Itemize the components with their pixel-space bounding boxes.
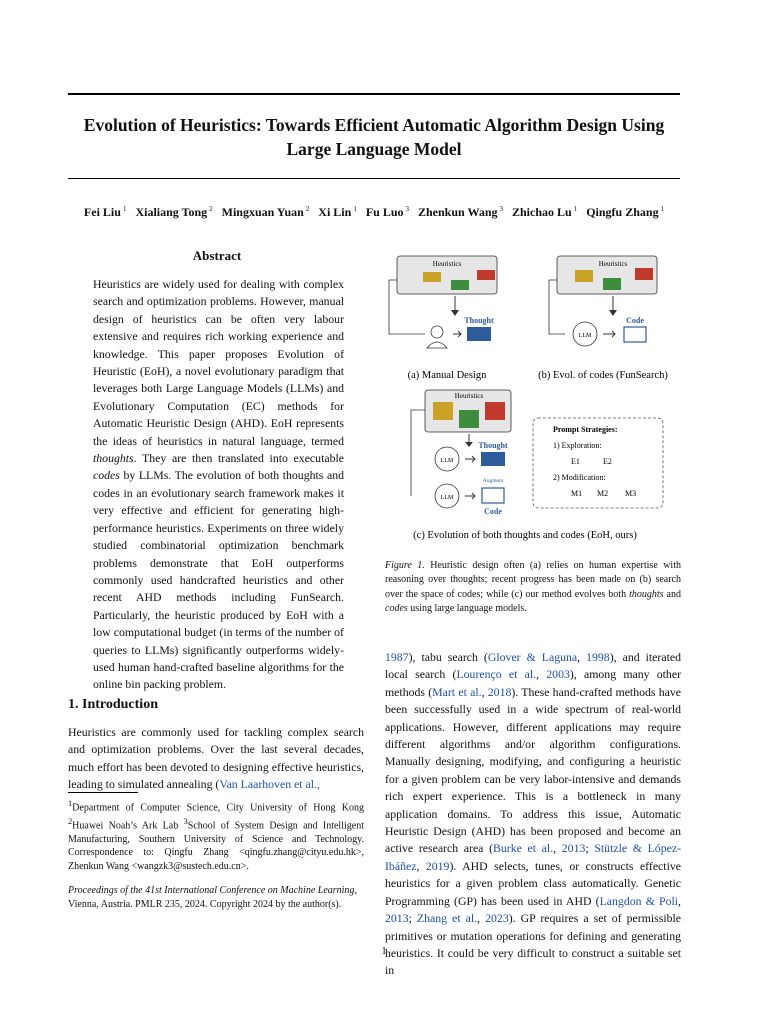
bottom-rule — [68, 178, 680, 179]
author: Xi Lin $^1$ — [318, 205, 357, 219]
figure-1-diagram — [385, 250, 685, 550]
strategy-m2: M2 — [597, 489, 609, 498]
code-label: Code — [626, 316, 644, 325]
code-icon — [624, 327, 646, 342]
llm-label: LLM — [440, 495, 454, 501]
code-label: Code — [484, 507, 502, 516]
thought-label: Thought — [464, 316, 494, 325]
modification-label: 2) Modification: — [553, 473, 606, 482]
citation-link[interactable]: Stützle & López-Ibáñez — [385, 841, 681, 873]
affiliation-footnote: $^1$Department of Computer Science, City University of Hong Kong $^2$Huawei Noah’s Ark Lab $^3$School of System Design and Intelligent Manufacturing, Southern University of Science and Technology. Correspondence to: Qingfu Zhang <qingfu.zhang@cityu.edu.hk>, Zhenkun Wang <wangzk3@sustech.edu.cn>. — [68, 799, 364, 873]
citation-link[interactable]: 2013 — [561, 841, 586, 856]
author: Qingfu Zhang $^1$ — [586, 205, 665, 219]
exploration-label: 1) Exploration: — [553, 441, 602, 450]
strategy-e2: E2 — [603, 457, 612, 466]
thought-label: Thought — [478, 441, 508, 450]
citation-link[interactable]: 1987 — [385, 650, 409, 664]
figure-1 — [385, 250, 685, 550]
footnote-rule — [68, 792, 138, 793]
title-line-1: Evolution of Heuristics: Towards Efficient Automatic Algorithm Design Using — [83, 115, 665, 135]
heuristics-label: Heuristics — [598, 260, 628, 268]
llm-label: LLM — [440, 458, 454, 464]
right-column-paragraph: 1987), tabu search (Glover & Laguna, 1998), and iterated local search (Lourenço et al., 2003), among many other methods (Mart et al., 2018). These hand-crafted methods have been successfully used in a wide spectrum of real-world applications. However, different applications may require different algorithms and/or algorithm configurations. Manually designing, modifying, and configuring a heuristic for a given problem can be very labor-intensive and demands rich expert experience. This is a bottleneck in many application domains. To address this issue, Automatic Heuristic Design (AHD) has been proposed and become an active research area (Burke et al., 2013; Stützle & López-Ibáñez, 2019). AHD selects, tunes, or constructs effective heuristics for a given problem class automatically. Genetic Programming (GP) has been used in AHD (Langdon & Poli, 2013; Zhang et al., 2023). GP requires a set of permissible primitives or mutation operations for defining and generating heuristics. It could be very difficult to construct a suitable set in — [385, 650, 682, 978]
llm-label: LLM — [578, 333, 592, 339]
author: Fu Luo $^3$ — [365, 205, 409, 219]
page-number: 1 — [381, 945, 387, 957]
heuristics-label: Heuristics — [454, 392, 484, 400]
panel-c — [411, 390, 663, 541]
citation-link[interactable]: Zhang et al. — [416, 911, 478, 926]
augment-label: Augment — [482, 478, 504, 484]
heuristics-label: Heuristics — [432, 260, 462, 268]
strategy-e1: E1 — [571, 457, 580, 466]
citation-link[interactable]: 2018 — [487, 684, 512, 699]
panel-a — [389, 256, 497, 381]
figure-caption: Figure 1. Heuristic design often (a) relies on human expertise with reasoning over thoughts; recent progress has been made on (b) search over the space of codes; while (c) our method evolves both thoughts and codes using large language models. — [385, 560, 681, 615]
paper-title — [68, 113, 680, 161]
section-heading-introduction: 1. Introduction — [68, 697, 158, 712]
panel-b — [538, 256, 668, 381]
citation-link[interactable]: 1998 — [586, 650, 610, 664]
proceedings-note: Proceedings of the 41st International Conference on Machine Learning, Vienna, Austria. PMLR 235, 2024. Copyright 2024 by the author(s). — [68, 885, 357, 910]
strategy-m3: M3 — [625, 489, 637, 498]
caption-a: (a) Manual Design — [407, 370, 487, 381]
citation-link[interactable]: Van Laarhoven et al., — [219, 777, 320, 792]
citation-link[interactable]: 2003 — [546, 667, 570, 682]
author: Zhenkun Wang $^3$ — [418, 205, 503, 219]
citation-link[interactable]: Burke et al. — [493, 841, 554, 856]
introduction-paragraph: Heuristics are commonly used for tackling complex search and optimization problems. Over the last several decades, much effort has been devoted to designing effective heuristics, leading to simulated annealing (Van Laarhoven et al., — [68, 725, 364, 792]
citation-link[interactable]: Langdon & Poli — [599, 893, 679, 908]
author-list — [68, 205, 680, 220]
code-icon — [482, 488, 504, 503]
citation-link[interactable]: 2019 — [425, 858, 450, 873]
prompt-strategies-title: Prompt Strategies: — [553, 425, 618, 434]
citation-link[interactable]: 2023 — [485, 911, 509, 926]
abstract-heading: Abstract — [192, 248, 242, 263]
citation-link[interactable]: Lourenço et al. — [456, 667, 537, 682]
human-icon — [431, 326, 443, 338]
top-rule — [68, 93, 680, 95]
author: Fei Liu $^1$ — [83, 205, 127, 219]
title-line-2: Large Language Model — [286, 139, 462, 159]
author: Xialiang Tong $^2$ — [135, 205, 213, 219]
abstract-body: Heuristics are widely used for dealing with complex search and optimization problems. However, manual design of heuristics can be often very labour extensive and requires rich working experience and knowledge. This paper proposes Evolution of Heuristic (EoH), a novel evolutionary paradigm that leverages both Large Language Models (LLMs) and Evolutionary Computation (EC) methods for Automatic Heuristic Design (AHD). EoH represents the ideas of heuristics in natural language, termed thoughts. They are then translated into executable codes by LLMs. The evolution of both thoughts and codes in an evolutionary search framework makes it very effective and efficient for generating high-performance heuristics. Experiments on three widely studied combinatorial optimization benchmark problems demonstrate that EoH outperforms commonly used handcrafted heuristics and other recent AHD methods including FunSearch. Particularly, the heuristic produced by EoH with a low computational budget (in terms of the number of queries to LLMs) significantly outperforms widely-used human hand-crafted baseline algorithms for the online bin packing problem. — [93, 277, 344, 692]
author: Mingxuan Yuan $^2$ — [221, 205, 310, 219]
citation-link[interactable]: Mart et al. — [432, 684, 482, 699]
author: Zhichao Lu $^1$ — [512, 205, 578, 219]
caption-c: (c) Evolution of both thoughts and codes (EoH, ours) — [413, 530, 637, 541]
citation-link[interactable]: Glover & Laguna — [487, 650, 578, 664]
caption-b: (b) Evol. of codes (FunSearch) — [538, 370, 668, 381]
citation-link[interactable]: 2013 — [385, 911, 409, 926]
strategy-m1: M1 — [571, 489, 583, 498]
